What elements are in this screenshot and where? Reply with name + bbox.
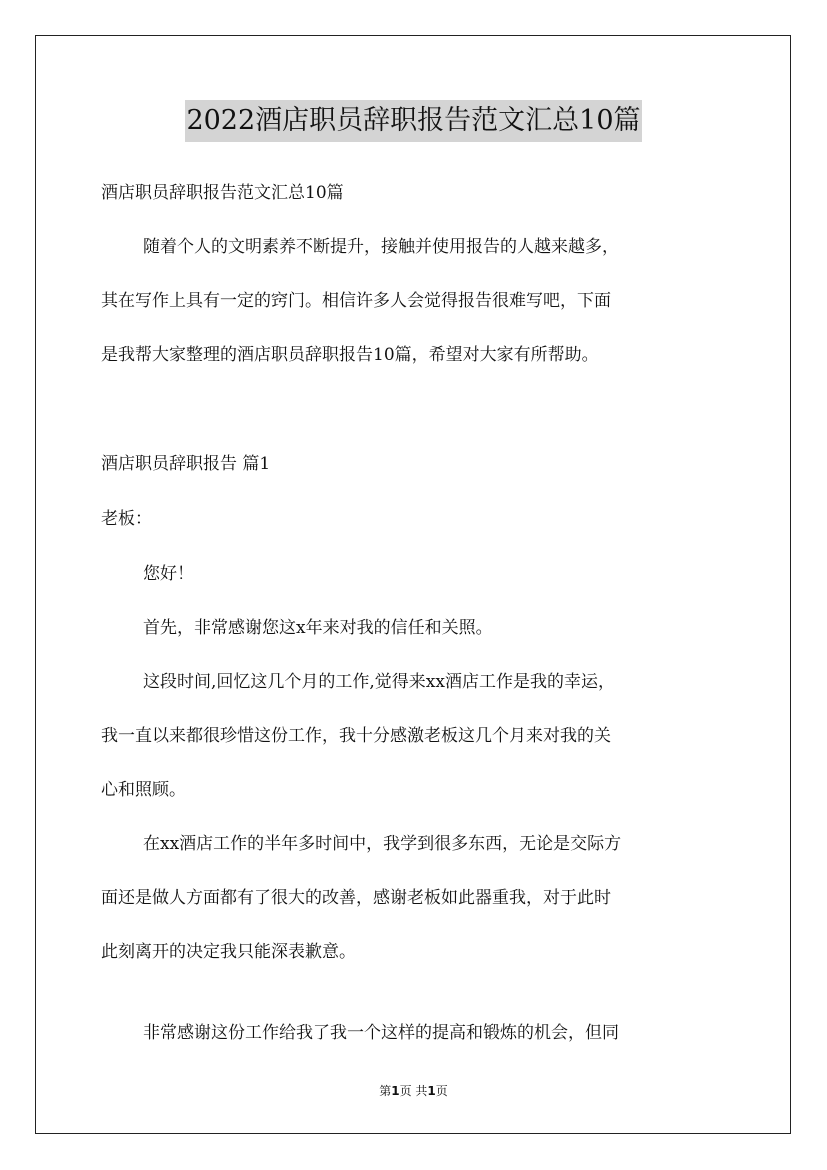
paragraph-line-6: 面还是做人方面都有了很大的改善，感谢老板如此器重我，对于此时 [101, 888, 611, 908]
page-footer [0, 1083, 827, 1099]
intro-line-3: 是我帮大家整理的酒店职员辞职报告10篇，希望对大家有所帮助。 [101, 345, 599, 365]
paragraph-line-2: 这段时间,回忆这几个月的工作,觉得来xx酒店工作是我的幸运， [143, 672, 615, 692]
footer-page-suffix: 页 [435, 1084, 448, 1098]
footer-page-number: 1 [391, 1084, 400, 1098]
paragraph-line-3: 我一直以来都很珍惜这份工作，我十分感激老板这几个月来对我的关 [101, 726, 611, 746]
paragraph-line-4: 心和照顾。 [101, 780, 186, 800]
footer-page-prefix: 第 [379, 1084, 392, 1098]
document-title: 2022酒店职员辞职报告范文汇总10篇 [185, 100, 641, 142]
document-subtitle: 酒店职员辞职报告范文汇总10篇 [101, 183, 344, 203]
title-container [0, 100, 827, 142]
paragraph-line-5: 在xx酒店工作的半年多时间中，我学到很多东西，无论是交际方 [143, 834, 622, 854]
footer-page-mid: 页 共 [399, 1084, 428, 1098]
footer-page-total: 1 [427, 1084, 436, 1098]
salutation: 老板： [101, 509, 152, 529]
paragraph-line-1: 首先，非常感谢您这x年来对我的信任和关照。 [143, 618, 493, 638]
section-heading: 酒店职员辞职报告 篇1 [101, 454, 271, 474]
greeting: 您好！ [143, 564, 194, 584]
intro-line-1: 随着个人的文明素养不断提升，接触并使用报告的人越来越多， [143, 237, 619, 257]
intro-line-2: 其在写作上具有一定的窍门。相信许多人会觉得报告很难写吧，下面 [101, 291, 611, 311]
paragraph-line-8: 非常感谢这份工作给我了我一个这样的提高和锻炼的机会，但同 [143, 1023, 619, 1043]
paragraph-line-7: 此刻离开的决定我只能深表歉意。 [101, 942, 356, 962]
